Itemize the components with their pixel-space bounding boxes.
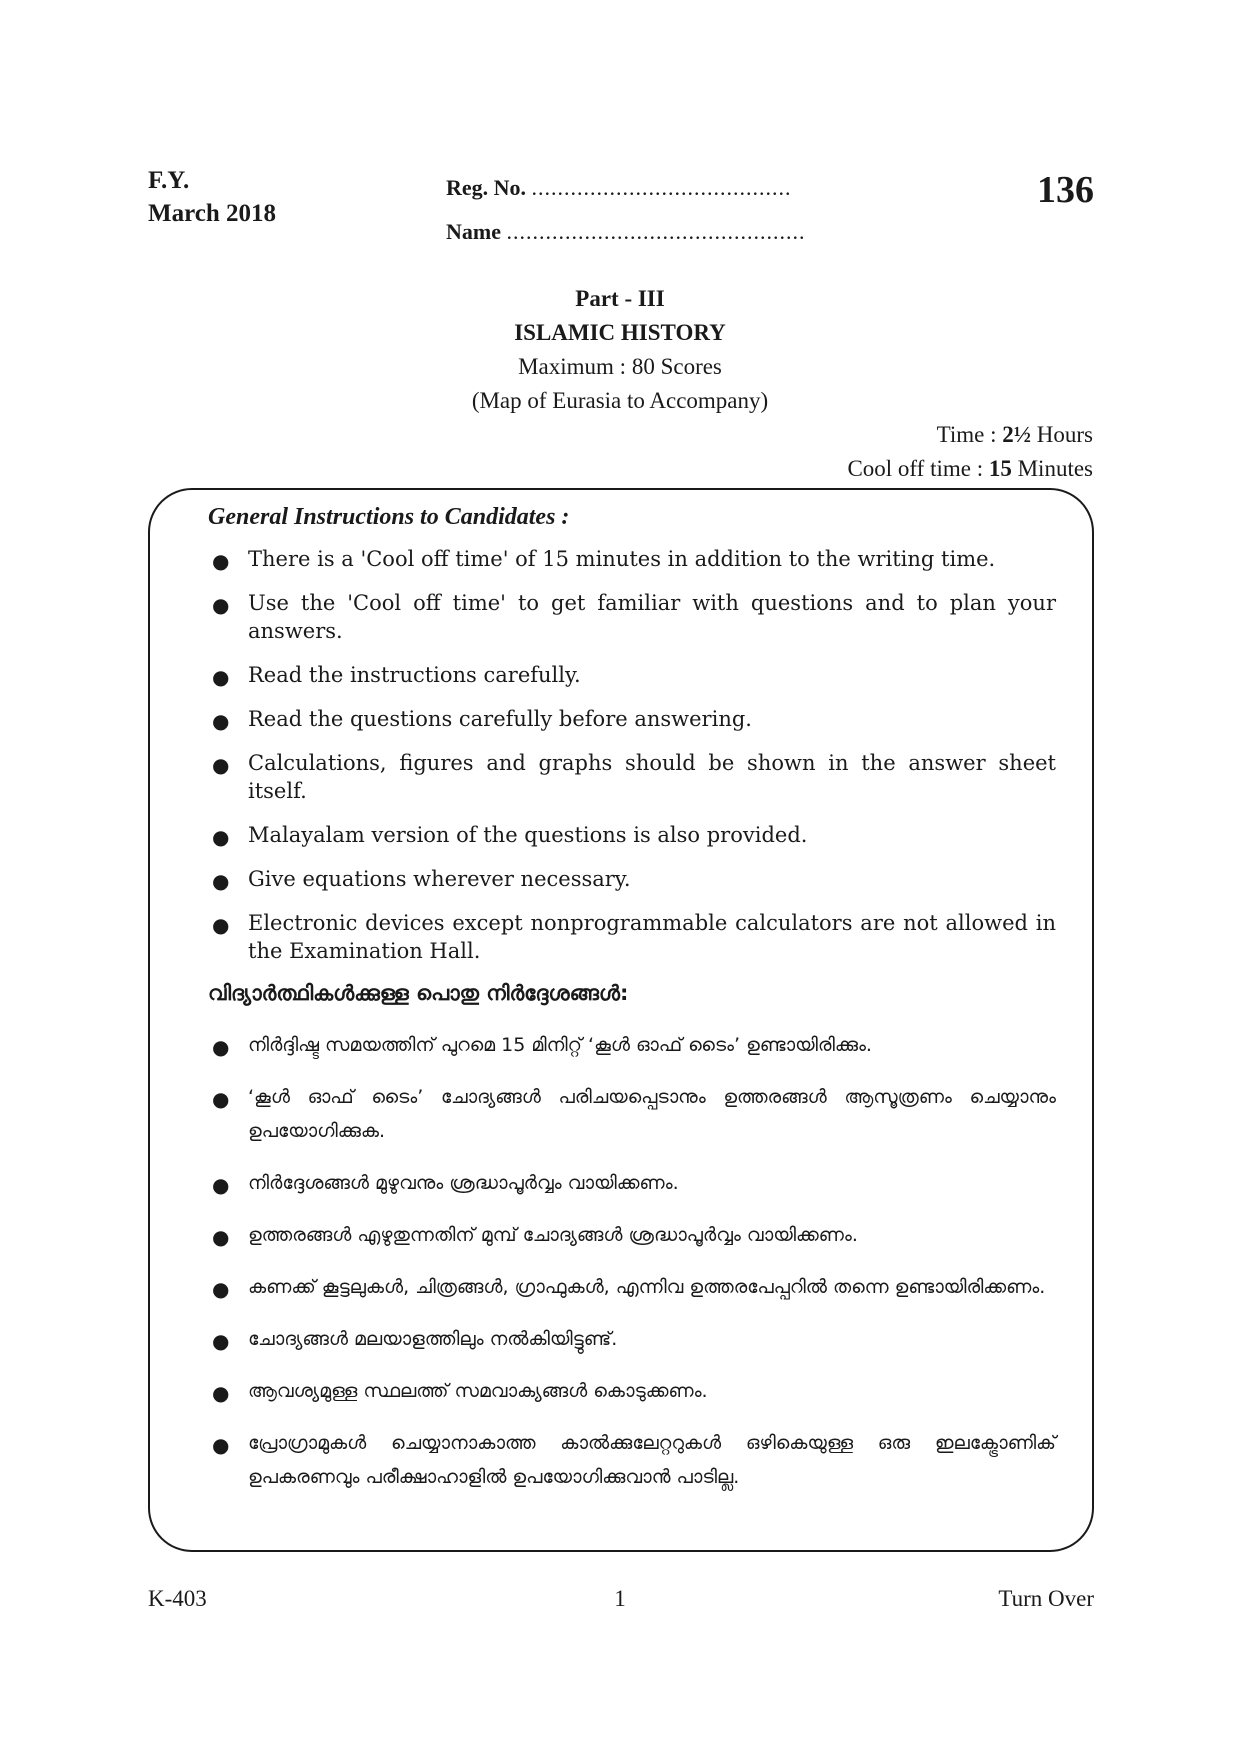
bullet-icon: ● — [212, 1329, 230, 1353]
instruction-item-ml: ● ‘കൂൾ ഓഫ് ടൈം’ ചോദ്യങ്ങൾ പരിചയപ്പെടാനും ഉത്തരങ്ങൾ ആസൂത്രണം ചെയ്യാനും ഉപയോഗിക്കുക. — [208, 1080, 1056, 1148]
bullet-icon: ● — [212, 753, 230, 777]
subject-title: ISLAMIC HISTORY — [514, 320, 726, 345]
instruction-item-ml: ● ചോദ്യങ്ങൾ മലയാളത്തിലും നൽകിയിട്ടുണ്ട്. — [208, 1322, 1056, 1356]
cool-off-unit: Minutes — [1011, 456, 1093, 481]
max-scores: Maximum : 80 Scores — [518, 354, 722, 379]
instruction-item-ml: ● പ്രോഗ്രാമുകൾ ചെയ്യാനാകാത്ത കാൽക്കുലേറ്ററുകൾ ഒഴികെയുള്ള ഒരു ഇലക്ട്രോണിക് ഉപകരണവും പരീക്ഷാഹാളിൽ ഉപയോഗിക്കുവാൻ പാടില്ല. — [208, 1426, 1056, 1494]
instruction-item: ● Calculations, figures and graphs should be shown in the answer sheet itself. — [212, 751, 1056, 803]
bullet-icon: ● — [212, 1087, 230, 1111]
instruction-item: ● Give equations wherever necessary. — [212, 867, 631, 893]
reg-no-field[interactable] — [446, 166, 805, 210]
instruction-item-ml: ● ആവശ്യമുള്ള സ്ഥലത്ത് സമവാക്യങ്ങൾ കൊടുക്കണം. — [208, 1374, 1056, 1408]
instructions-title-malayalam: വിദ്യാർത്ഥികൾക്കുള്ള പൊതു നിർദ്ദേശങ്ങൾ: — [208, 981, 629, 1005]
part-title: Part - III — [575, 286, 665, 311]
instructions-title: General Instructions to Candidates : — [208, 504, 570, 530]
stream-label: F.Y. — [148, 167, 190, 194]
reg-no-label: Reg. No. — [446, 175, 527, 200]
instruction-item-ml: ● നിർദ്ദേശങ്ങൾ മുഴുവനും ശ്രദ്ധാപൂർവ്വം വായിക്കണം. — [208, 1166, 1056, 1200]
instructions-list-malayalam — [208, 1028, 1056, 1494]
bullet-icon: ● — [212, 825, 230, 849]
bullet-icon: ● — [212, 1277, 230, 1301]
time-unit: Hours — [1031, 422, 1093, 447]
instruction-item: ● Malayalam version of the questions is also provided. — [212, 823, 808, 849]
bullet-icon: ● — [212, 869, 230, 893]
cool-off-value: 15 — [988, 456, 1012, 481]
time-line — [847, 418, 1093, 452]
instruction-item: ● Read the instructions carefully. — [212, 663, 581, 689]
bullet-icon: ● — [212, 593, 230, 617]
paper-code: 136 — [1037, 169, 1094, 211]
instruction-item-ml: ● ഉത്തരങ്ങൾ എഴുതുന്നതിന് മുമ്പ് ചോദ്യങ്ങൾ ശ്രദ്ധാപൂർവ്വം വായിക്കണം. — [208, 1218, 1056, 1252]
reg-no-dots: ........................................ — [531, 175, 792, 200]
time-value: 2½ — [1002, 422, 1032, 447]
page-number: 1 — [614, 1586, 626, 1611]
time-block — [847, 418, 1093, 486]
instruction-item: ● Electronic devices except nonprogrammable calculators are not allowed in the Examination Hall. — [212, 911, 1056, 963]
footer-code: K-403 — [148, 1586, 207, 1611]
instruction-item-ml: ● നിർദ്ദിഷ്ട സമയത്തിന് പുറമെ 15 മിനിറ്റ് ‘കൂൾ ഓഫ് ടൈം’ ഉണ്ടായിരിക്കും. — [208, 1028, 1056, 1062]
bullet-icon: ● — [212, 1035, 230, 1059]
name-dots: .............................................. — [506, 219, 806, 244]
bullet-icon: ● — [212, 1433, 230, 1457]
instruction-item: ● There is a 'Cool off time' of 15 minutes in addition to the writing time. — [212, 547, 996, 573]
bullet-icon: ● — [212, 913, 230, 937]
cool-off-label: Cool off time : — [847, 456, 989, 481]
name-label: Name — [446, 219, 501, 244]
instructions-list — [208, 545, 1056, 965]
bullet-icon: ● — [212, 709, 230, 733]
bullet-icon: ● — [212, 549, 230, 573]
instruction-item: ● Use the 'Cool off time' to get familiar with questions and to plan your answers. — [212, 591, 1056, 643]
instruction-item: ● Read the questions carefully before answering. — [212, 707, 752, 733]
bullet-icon: ● — [212, 665, 230, 689]
title-block — [0, 282, 1240, 418]
instructions-box — [148, 488, 1094, 1552]
cool-off-line — [847, 452, 1093, 486]
bullet-icon: ● — [212, 1381, 230, 1405]
map-note: (Map of Eurasia to Accompany) — [471, 388, 769, 413]
exam-date: March 2018 — [148, 200, 276, 227]
exam-meta — [148, 164, 276, 230]
turn-over-label: Turn Over — [998, 1586, 1094, 1611]
bullet-icon: ● — [212, 1225, 230, 1249]
name-field[interactable] — [446, 210, 805, 254]
candidate-fields — [446, 166, 805, 254]
time-label: Time : — [936, 422, 1003, 447]
bullet-icon: ● — [212, 1173, 230, 1197]
instruction-item-ml: ● കണക്ക് കൂട്ടലുകൾ, ചിത്രങ്ങൾ, ഗ്രാഫുകൾ, എന്നിവ ഉത്തരപേപ്പറിൽ തന്നെ ഉണ്ടായിരിക്കണം. — [208, 1270, 1056, 1304]
